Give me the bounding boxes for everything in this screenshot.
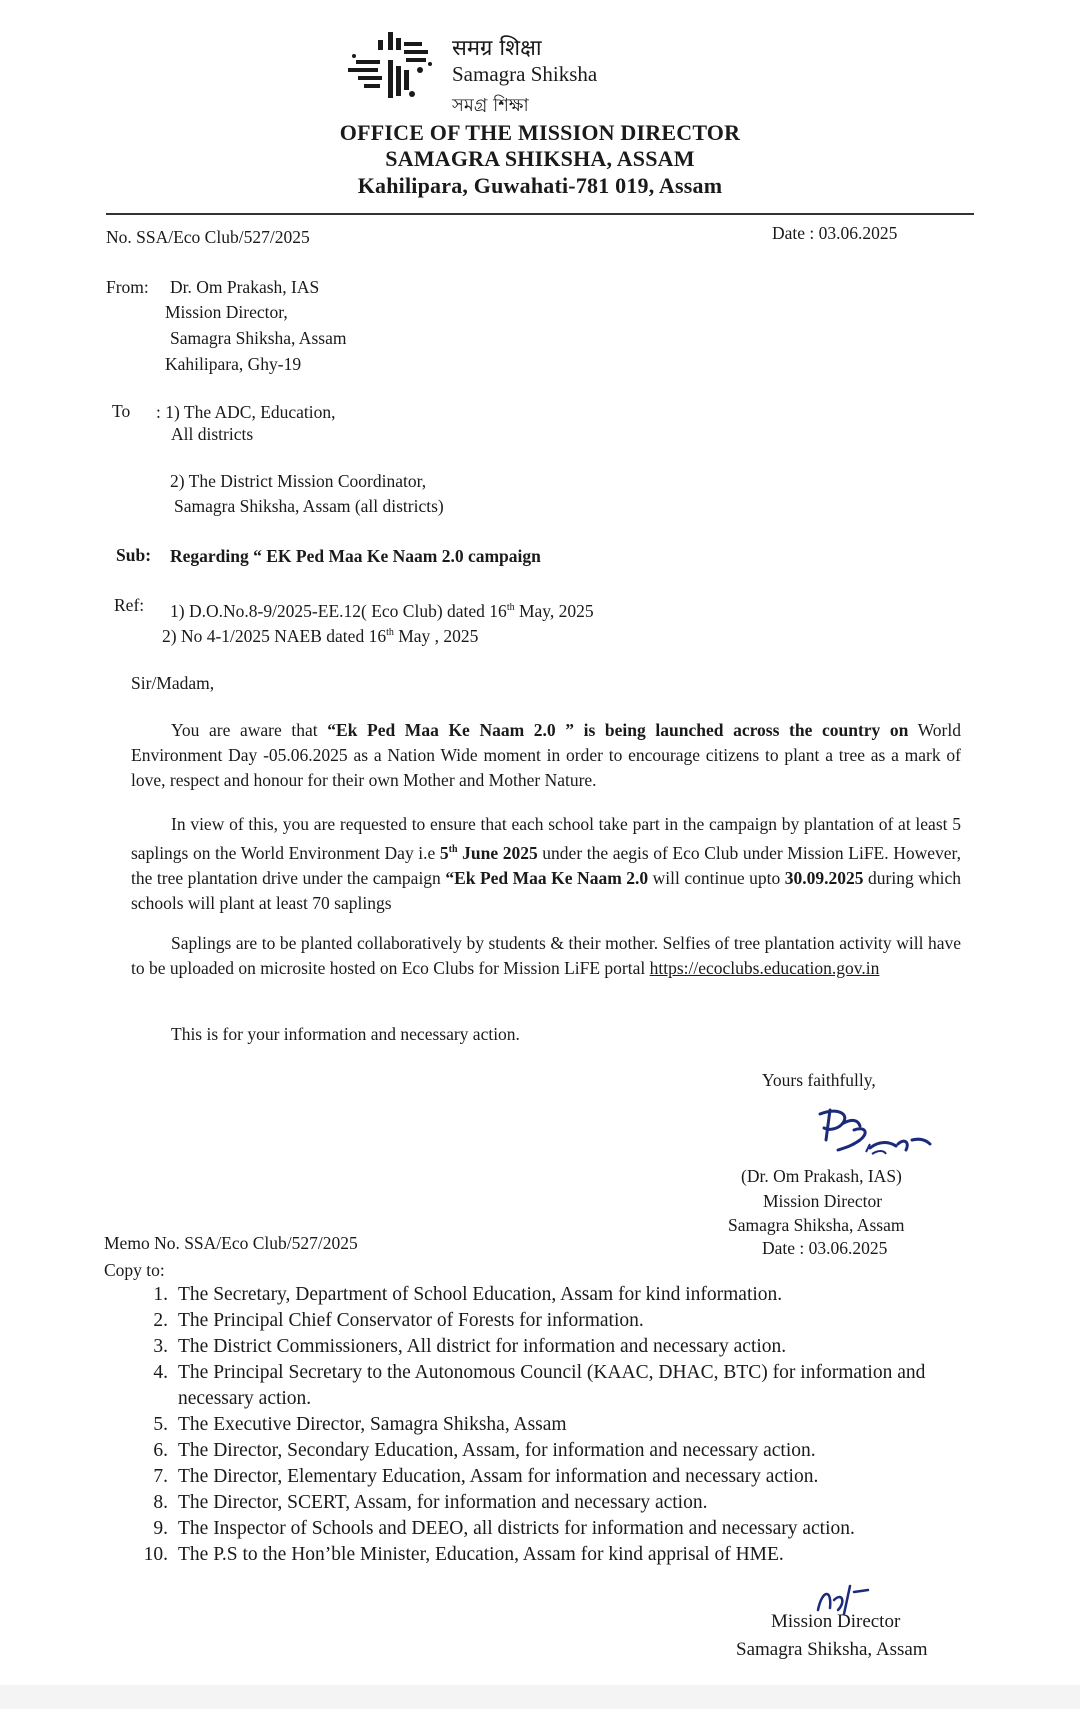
- signatory-org: Samagra Shiksha, Assam: [728, 1215, 905, 1235]
- logo-assamese-text: সমগ্ৰ শিক্ষা: [452, 95, 529, 116]
- copy-item: 7. The Director, Elementary Education, Assam for information and necessary action.: [153, 1466, 819, 1487]
- from-line-2: Mission Director,: [165, 302, 288, 322]
- signatory-title: Mission Director: [763, 1191, 883, 1211]
- paragraph-3: Saplings are to be planted collaboratively by students & their mother. Selfies of tree plantation activity will have to be uploaded on microsite hosted on Eco Clubs for Mission LiFE portal https://ecoclubs.education.gov.in: [131, 933, 961, 978]
- to-label: To: [112, 401, 131, 421]
- to-recipient-2: 2) The District Mission Coordinator,: [170, 471, 427, 491]
- copy-item: 3. The District Commissioners, All district for information and necessary action.: [153, 1336, 787, 1357]
- copy-to-list: [130, 1282, 960, 1568]
- memo-signatory-org: Samagra Shiksha, Assam: [736, 1639, 928, 1660]
- copy-to-label: Copy to:: [104, 1260, 165, 1280]
- salutation: Sir/Madam,: [131, 673, 215, 693]
- copy-item: 10. The P.S to the Hon’ble Minister, Education, Assam for kind apprisal of HME.: [143, 1544, 784, 1565]
- subject-text: Regarding “ EK Ped Maa Ke Naam 2.0 campaign: [170, 546, 541, 566]
- subject-label: Sub:: [116, 545, 152, 565]
- logo-hindi-text: समग्र शिक्षा: [452, 36, 542, 61]
- from-label: From:: [106, 277, 149, 297]
- organization-title: SAMAGRA SHIKSHA, ASSAM: [385, 146, 695, 171]
- page-bottom-margin: [0, 1685, 1080, 1709]
- from-line-3: Samagra Shiksha, Assam: [170, 328, 347, 348]
- paragraph-2: In view of this, you are requested to ensure that each school take part in the campaign by plantation of at least 5 saplings on the World Environment Day i.e 5th June 2025 under the aegis of Eco Club under Mission LiFE. However, the tree plantation drive under the campaign “Ek Ped Maa Ke Naam 2.0 will continue upto 30.09.2025 during which schools will plant at least 70 saplings: [131, 814, 962, 913]
- copy-item: 1. The Secretary, Department of School Education, Assam for kind information.: [153, 1284, 783, 1305]
- ref-item-2: 2) No 4-1/2025 NAEB dated 16th May , 2025: [162, 625, 479, 646]
- from-line-4: Kahilipara, Ghy-19: [165, 354, 302, 374]
- copy-item: 8. The Director, SCERT, Assam, for information and necessary action.: [153, 1492, 708, 1513]
- ref-item-1: 1) D.O.No.8-9/2025-EE.12( Eco Club) dated 16th May, 2025: [170, 600, 594, 621]
- memo-signatory-title: Mission Director: [771, 1611, 901, 1632]
- logo-english-text: Samagra Shiksha: [452, 62, 598, 86]
- paragraph-1: You are aware that “Ek Ped Maa Ke Naam 2.0 ” is being launched across the country on World Environment Day -05.06.2025 as a Nation Wide moment in order to encourage citizens to plant a tree as a mark of love, respect and honour for their own Mother and Mother Nature.: [131, 720, 961, 790]
- office-address: Kahilipara, Guwahati-781 019, Assam: [357, 173, 723, 198]
- office-title: OFFICE OF THE MISSION DIRECTOR: [339, 120, 741, 145]
- signature-icon: [800, 1100, 950, 1166]
- samagra-shiksha-logo-icon: [348, 30, 448, 114]
- signatory-date: Date : 03.06.2025: [762, 1238, 888, 1258]
- header-divider: [106, 213, 974, 215]
- ecoclubs-portal-link[interactable]: https://ecoclubs.education.gov.in: [649, 958, 880, 978]
- memo-number: Memo No. SSA/Eco Club/527/2025: [104, 1233, 358, 1253]
- copy-item: 9. The Inspector of Schools and DEEO, all districts for information and necessary action.: [153, 1518, 855, 1539]
- to-recipient-2-scope: Samagra Shiksha, Assam (all districts): [174, 496, 444, 516]
- copy-item: 2. The Principal Chief Conservator of Forests for information.: [153, 1310, 644, 1331]
- signatory-name: (Dr. Om Prakash, IAS): [741, 1166, 902, 1186]
- copy-item: 5. The Executive Director, Samagra Shiksha, Assam: [153, 1414, 567, 1435]
- to-recipient-1: : 1) The ADC, Education,: [156, 402, 336, 422]
- ref-label: Ref:: [114, 595, 145, 615]
- copy-item: 6. The Director, Secondary Education, Assam, for information and necessary action.: [153, 1440, 816, 1461]
- copy-item: 4. The Principal Secretary to the Autonomous Council (KAAC, DHAC, BTC) for information and necessary action.: [153, 1362, 926, 1409]
- from-line-1: Dr. Om Prakash, IAS: [170, 277, 320, 297]
- closing: Yours faithfully,: [762, 1070, 876, 1090]
- letter-date: Date : 03.06.2025: [772, 223, 898, 243]
- paragraph-4: This is for your information and necessary action.: [171, 1024, 520, 1044]
- to-recipient-1-scope: All districts: [171, 424, 254, 444]
- letter-number: No. SSA/Eco Club/527/2025: [106, 227, 310, 247]
